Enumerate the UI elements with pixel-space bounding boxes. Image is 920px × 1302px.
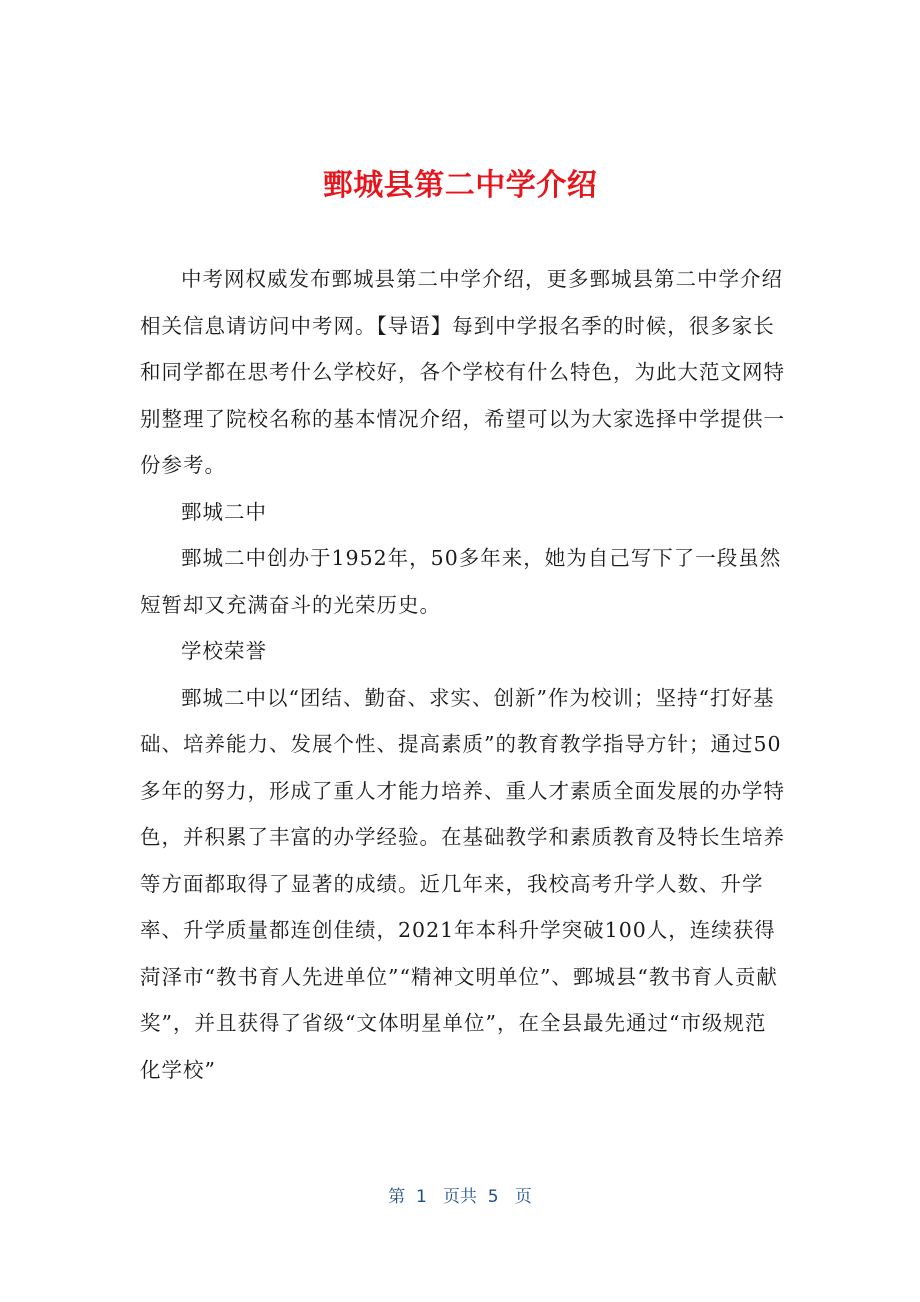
- document-body: [140, 256, 786, 1093]
- history-paragraph: 鄄城二中创办于1952年，50多年来，她为自己写下了一段虽然短暂却又充满奋斗的光荣历史。: [140, 546, 782, 617]
- section-heading-school: 鄄城二中: [181, 499, 267, 524]
- section-heading-honors: 学校荣誉: [181, 639, 267, 663]
- page-number-footer: 第 1 页共 5 页: [388, 1187, 532, 1207]
- document-title: 鄄城县第二中学介绍: [322, 168, 598, 204]
- intro-paragraph: 中考网权威发布鄄城县第二中学介绍，更多鄄城县第二中学介绍相关信息请访问中考网。【导语】每到中学报名季的时候，很多家长和同学都在思考什么学校好，各个学校有什么特色，为此大范文网特别整理了院校名称的基本情况介绍，希望可以为大家选择中学提供一份参考。: [140, 267, 785, 477]
- honors-paragraph: 鄄城二中以“团结、勤奋、求实、创新”作为校训；坚持“打好基础、培养能力、发展个性、提高素质”的教育教学指导方针；通过50多年的努力，形成了重人才能力培养、重人才素质全面发展的办学特色，并积累了丰富的办学经验。在基础教学和素质教育及特长生培养等方面都取得了显著的成绩。近几年来，我校高考升学人数、升学率、升学质量都连创佳绩，2021年本科升学突破100人，连续获得菏泽市“教书育人先进单位”“精神文明单位”、鄄城县“教书育人贡献奖”，并且获得了省级“文体明星单位”，在全县最先通过“市级规范化学校”: [140, 685, 785, 1082]
